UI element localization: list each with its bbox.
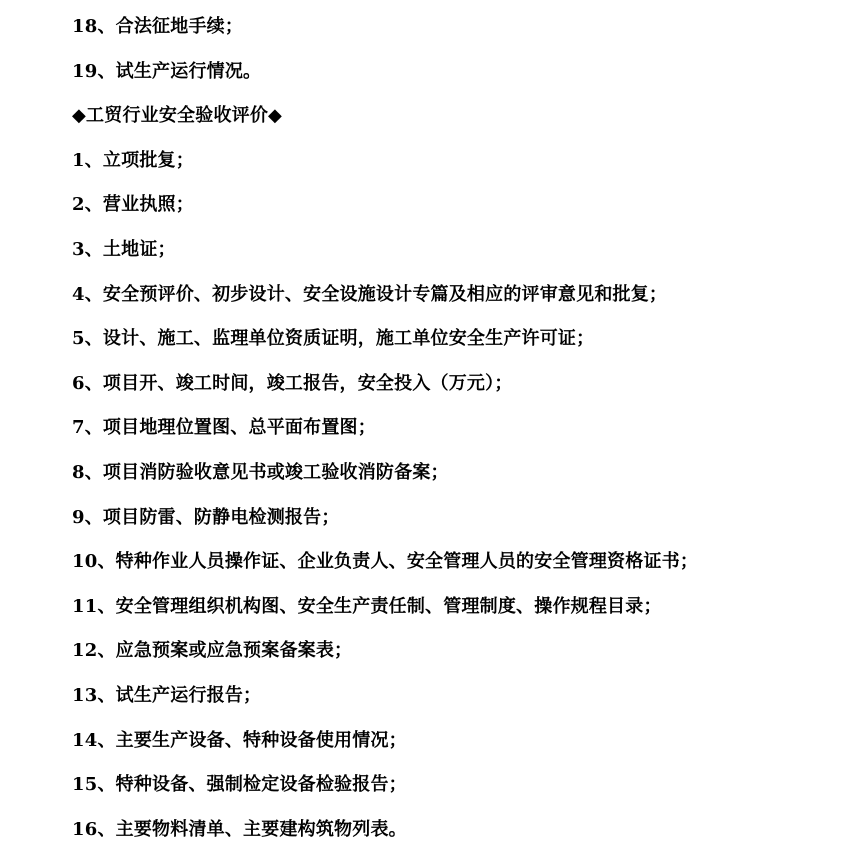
list-item-14: 14、主要生产设备、特种设备使用情况； bbox=[72, 729, 407, 751]
list-item-15: 15、特种设备、强制检定设备检验报告； bbox=[72, 774, 407, 796]
list-item-13: 13、试生产运行报告； bbox=[72, 684, 262, 706]
list-item-19-trial-production: 19、试生产运行情况。 bbox=[72, 60, 262, 82]
list-item-18-land-procedures: 18、合法征地手续； bbox=[72, 16, 244, 37]
document-body bbox=[72, 12, 842, 859]
list-item-6: 6、项目开、竣工时间，竣工报告，安全投入（万元）； bbox=[72, 372, 513, 394]
list-item-10: 10、特种作业人员操作证、企业负责人、安全管理人员的安全管理资格证书； bbox=[72, 551, 699, 573]
list-item-4: 4、安全预评价、初步设计、安全设施设计专篇及相应的评审意见和批复； bbox=[72, 283, 668, 305]
list-item-8: 8、项目消防验收意见书或竣工验收消防备案； bbox=[72, 461, 449, 483]
list-item-1: 1、立项批复； bbox=[72, 149, 194, 171]
list-item-7: 7、项目地理位置图、总平面布置图； bbox=[72, 417, 376, 439]
list-item-16: 16、主要物料清单、主要建构筑物列表。 bbox=[72, 818, 407, 840]
list-item-5: 5、设计、施工、监理单位资质证明，施工单位安全生产许可证； bbox=[72, 328, 595, 350]
section-heading: ◆工贸行业安全验收评价◆ bbox=[72, 105, 283, 127]
list-item-2: 2、营业执照； bbox=[72, 194, 194, 216]
list-item-9: 9、项目防雷、防静电检测报告； bbox=[72, 506, 340, 528]
list-item-11: 11、安全管理组织机构图、安全生产责任制、管理制度、操作规程目录； bbox=[72, 595, 662, 617]
list-item-12: 12、应急预案或应急预案备案表； bbox=[72, 640, 353, 662]
list-item-3: 3、土地证； bbox=[72, 238, 176, 260]
